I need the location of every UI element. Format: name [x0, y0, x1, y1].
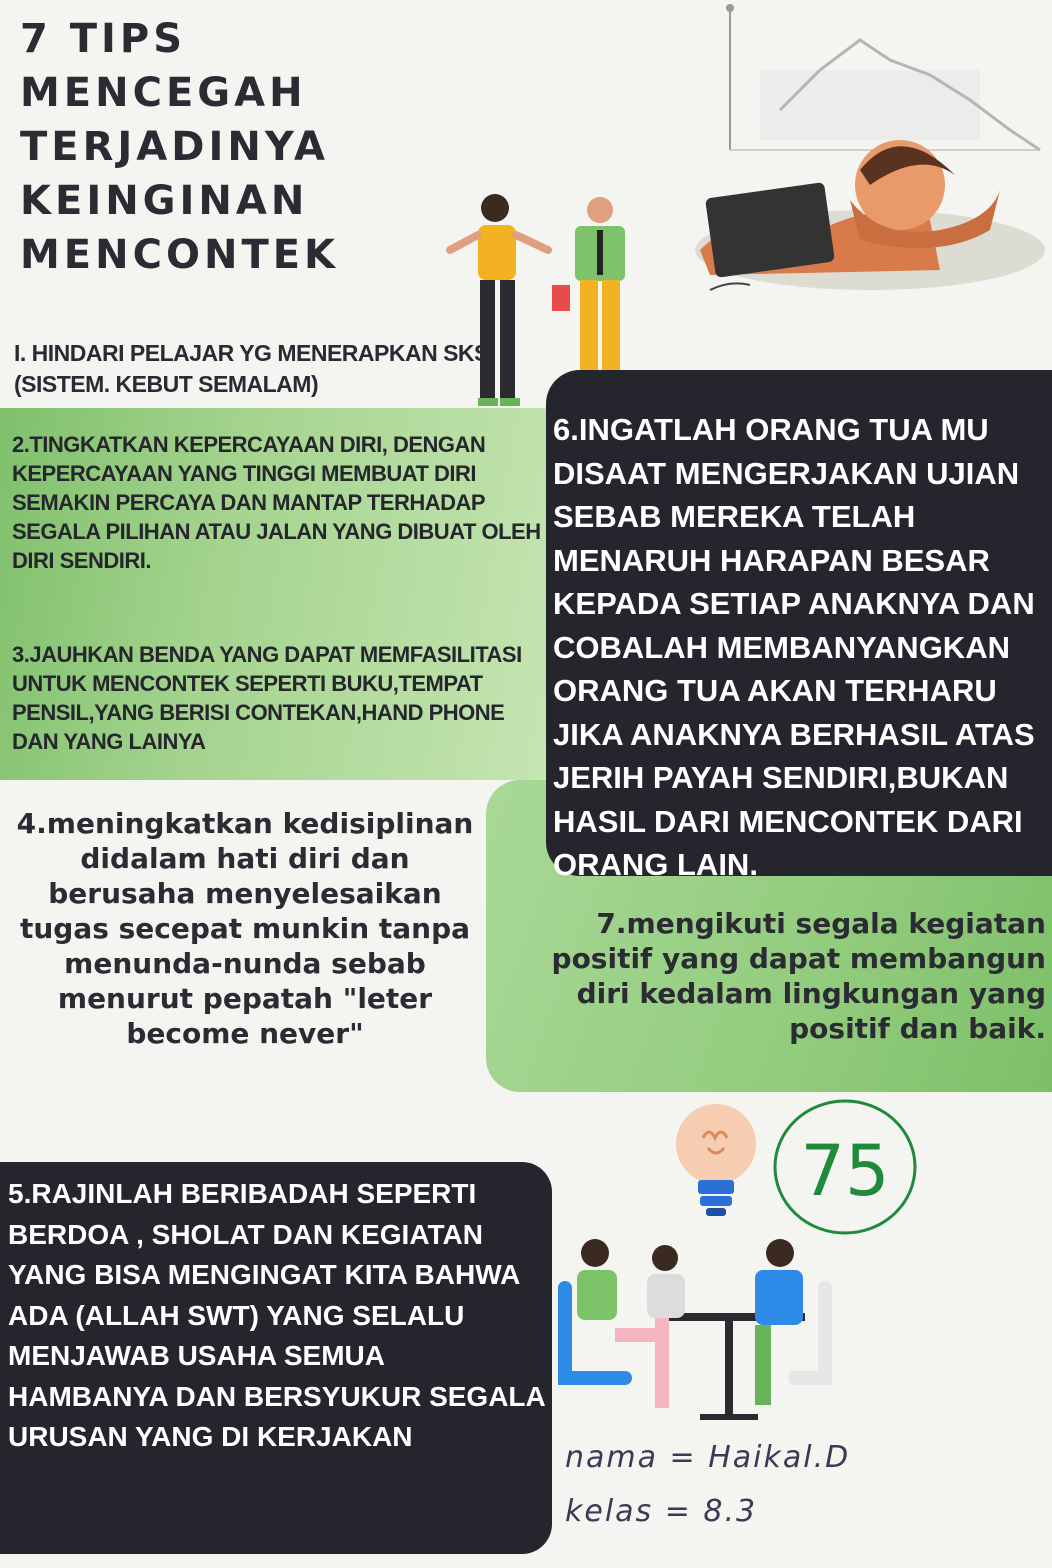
tip-1-text: I. HINDARI PELAJAR YG MENERAPKAN SKS (SISTEM. KEBUT SEMALAM)	[14, 340, 489, 397]
tip-6-text: 6.INGATLAH ORANG TUA MU DISAAT MENGERJAKAN UJIAN SEBAB MEREKA TELAH MENARUH HARAPAN BESAR KEPADA SETIAP ANAKNYA DAN COBALAH MEMBANYANGKAN ORANG TUA AKAN TERHARU JIKA ANAKNYA BERHASIL ATAS JERIH PAYAH SENDIRI,BUKAN HASIL DARI MENCONTEK DARI ORANG LAIN.	[553, 412, 1035, 882]
tired-student-illustration	[690, 0, 1052, 300]
tip-7-text: 7.mengikuti segala kegiatan positif yang dapat membangun diri kedalam lingkungan yang positif dan baik.	[551, 907, 1046, 1045]
grade-value: 75	[800, 1130, 890, 1212]
lightbulb-icon	[668, 1098, 768, 1228]
title-line: 7 TIPS MENCEGAH	[20, 16, 307, 116]
title-line: TERJADINYA	[20, 124, 329, 170]
tip-4-text: 4.meningkatkan kedisiplinan didalam hati diri dan berusaha menyelesaikan tugas secepat munkin tanpa menunda-nunda sebab menurut pepatah "leter become never"	[16, 807, 474, 1050]
poster-title	[20, 12, 490, 282]
tip-2-text: 2.TINGKATKAN KEPERCAYAAN DIRI, DENGAN KEPERCAYAAN YANG TINGGI MEMBUAT DIRI SEMAKIN PERCAYA DAN MANTAP TERHADAP SEGALA PILIHAN ATAU JALAN YANG DIBUAT OLEH DIRI SENDIRI.	[12, 432, 541, 573]
title-line: KEINGINAN	[20, 178, 309, 224]
grade-circle	[770, 1095, 920, 1245]
tip-5-text: 5.RAJINLAH BERIBADAH SEPERTI BERDOA , SHOLAT DAN KEGIATAN YANG BISA MENGINGAT KITA BAHWA ADA (ALLAH SWT) YANG SELALU MENJAWAB USAHA SEMUA HAMBANYA DAN BERSYUKUR SEGALA URUSAN YANG DI KERJAKAN	[8, 1178, 545, 1452]
handwritten-name: nama = Haikal.D	[565, 1440, 851, 1475]
title-line: MENCONTEK	[20, 232, 340, 278]
study-group-illustration	[555, 1228, 835, 1428]
tip-3-text: 3.JAUHKAN BENDA YANG DAPAT MEMFASILITASI UNTUK MENCONTEK SEPERTI BUKU,TEMPAT PENSIL,YANG BERISI CONTEKAN,HAND PHONE DAN YANG LAINYA	[12, 642, 522, 754]
handwritten-class: kelas = 8.3	[565, 1494, 758, 1529]
